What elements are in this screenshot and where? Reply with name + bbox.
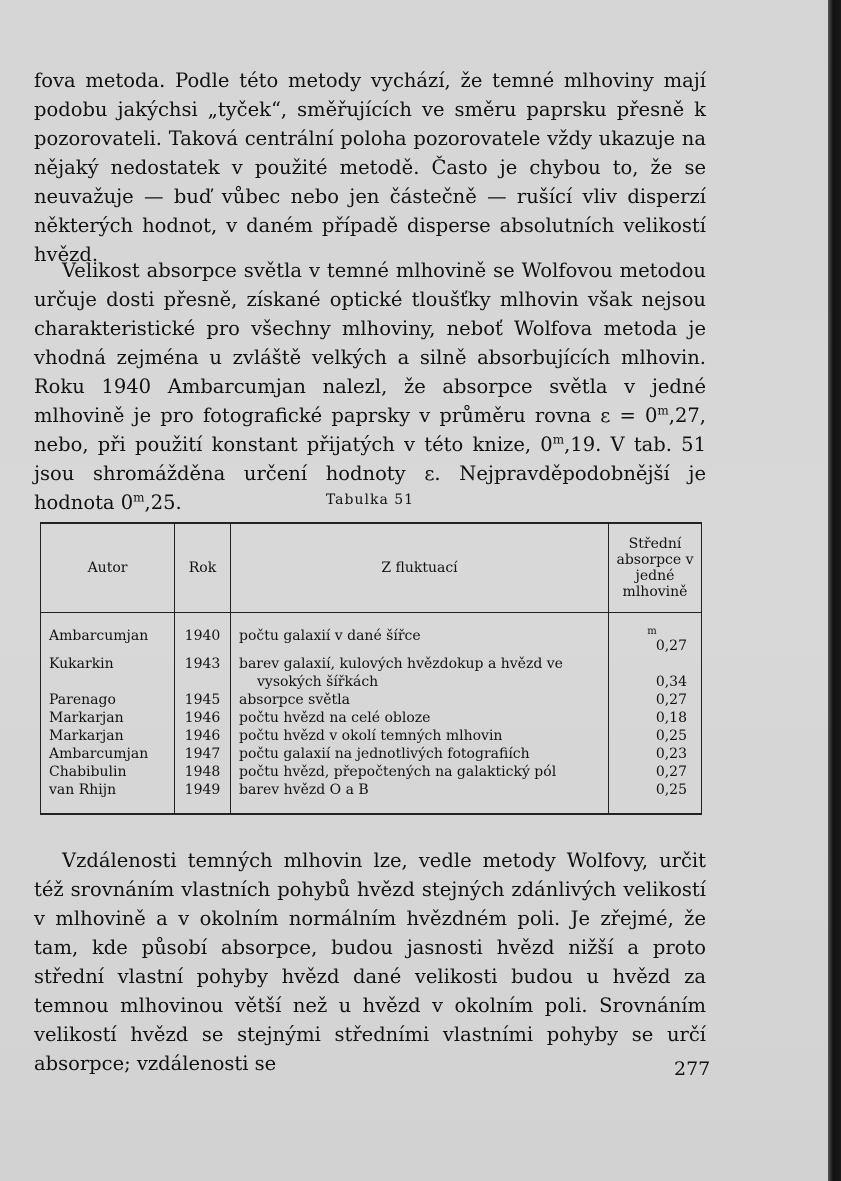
absorpce-value: 0,27	[655, 638, 687, 654]
unit-mark: m	[647, 626, 657, 637]
paragraph-2-part-3: ,19. V tab. 51 jsou shromážděna určení hodnoty ε. Nejpravděpodobnější je hodnota 0	[34, 433, 706, 514]
cell-absorpce: 0,27	[609, 763, 702, 781]
cell-autor: Chabibulin	[41, 763, 175, 781]
paragraph-2-part-4: ,25.	[144, 491, 182, 514]
cell-rok: 1940	[175, 613, 231, 656]
cell-rok: 1946	[175, 709, 231, 727]
cell-autor: Parenago	[41, 691, 175, 709]
paragraph-3-text: Vzdálenosti temných mlhovin lze, vedle metody Wolfovy, určit též srovnáním vlastních pohybů hvězd stejných zdánlivých velikostí v mlhovině a v okolním normálním hvězdném poli. Je zřejmé, že tam, kde působí absorpce, budou jasnosti hvězd nižší a proto střední vlastní pohyby hvězd dané velikosti budou u hvězd za temnou mlhovinou větší než u hvězd v okolním poli. Srovnáním velikostí hvězd se stejnými středními vlastními pohyby se určí absorpce; vzdálenosti se	[34, 849, 706, 1075]
cell-absorpce: 0,25	[609, 781, 702, 814]
cell-absorpce: 0,25	[609, 727, 702, 745]
paragraph-1	[34, 66, 706, 269]
cell-absorpce	[609, 655, 702, 691]
cell-fluktuace: počtu galaxií v dané šířce	[231, 613, 609, 656]
cell-absorpce	[609, 613, 702, 656]
fluktuace-line-1: barev galaxií, kulových hvězdokup a hvězd ve	[239, 656, 563, 672]
cell-rok: 1949	[175, 781, 231, 814]
cell-autor: van Rhijn	[41, 781, 175, 814]
table-row	[41, 727, 702, 745]
magnitude-superscript: m	[657, 403, 669, 418]
cell-autor: Ambarcumjan	[41, 613, 175, 656]
fluktuace-line-2: vysokých šířkách	[257, 674, 379, 690]
absorption-table	[40, 522, 702, 815]
magnitude-superscript: m	[552, 432, 565, 447]
paragraph-1-text: fova metoda. Podle této metody vychází, že temné mlhoviny mají podobu jakýchsi „tyček“, směřujících ve směru paprsku přesně k pozorovateli. Taková centrální poloha pozorovatele vždy ukazuje na nějaký nedostatek v použité metodě. Často je chybou to, že se neuvažuje — buď vůbec nebo jen částečně — rušící vliv disperzí některých hodnot, v daném případě disperse absolutních velikostí hvězd.	[34, 69, 706, 266]
table-row	[41, 763, 702, 781]
paragraph-2-part-1: Velikost absorpce světla v temné mlhovině se Wolfovou metodou určuje dosti přesně, získané optické tloušťky mlhovin však nejsou charakteristické pro všechny mlhoviny, neboť Wolfova metoda je vhodná zejména u zvláště velkých a silně absorbujících mlhovin. Roku 1940 Ambarcumjan nalezl, že absorpce světla v jedné mlhovině je pro fotografické paprsky v průměru rovna ε = 0	[34, 259, 706, 427]
header-absorpce: Střední absorpce v jedné mlhovině	[609, 523, 702, 613]
cell-rok: 1945	[175, 691, 231, 709]
table-header-row	[41, 523, 702, 613]
cell-fluktuace: počtu hvězd v okolí temných mlhovin	[231, 727, 609, 745]
cell-absorpce: 0,18	[609, 709, 702, 727]
table-row	[41, 709, 702, 727]
cell-fluktuace: počtu galaxií na jednotlivých fotografiích	[231, 745, 609, 763]
header-rok: Rok	[175, 523, 231, 613]
cell-absorpce: 0,23	[609, 745, 702, 763]
table-caption: Tabulka 51	[325, 492, 415, 508]
page-edge-shadow	[828, 0, 841, 1181]
table-row	[41, 691, 702, 709]
cell-rok: 1947	[175, 745, 231, 763]
cell-fluktuace	[231, 655, 609, 691]
paragraph-2	[34, 256, 706, 517]
cell-autor: Kukarkin	[41, 655, 175, 691]
paragraph-2-part-2: ,27, nebo, při použití konstant přijatých v této knize, 0	[34, 404, 706, 456]
absorpce-value: 0,34	[655, 674, 687, 690]
cell-fluktuace: počtu hvězd na celé obloze	[231, 709, 609, 727]
cell-absorpce: 0,27	[609, 691, 702, 709]
cell-autor: Markarjan	[41, 727, 175, 745]
header-autor: Autor	[41, 523, 175, 613]
cell-autor: Markarjan	[41, 709, 175, 727]
cell-rok: 1948	[175, 763, 231, 781]
paragraph-3	[34, 846, 706, 1078]
table-row	[41, 613, 702, 656]
cell-rok: 1943	[175, 655, 231, 691]
cell-rok: 1946	[175, 727, 231, 745]
cell-fluktuace: barev hvězd O a B	[231, 781, 609, 814]
cell-fluktuace: absorpce světla	[231, 691, 609, 709]
table-row	[41, 781, 702, 814]
table-row	[41, 655, 702, 691]
cell-autor: Ambarcumjan	[41, 745, 175, 763]
cell-fluktuace: počtu hvězd, přepočtených na galaktický pól	[231, 763, 609, 781]
page-number: 277	[674, 1058, 711, 1080]
magnitude-superscript: m	[133, 490, 145, 505]
header-fluktuace: Z fluktuací	[231, 523, 609, 613]
table-row	[41, 745, 702, 763]
